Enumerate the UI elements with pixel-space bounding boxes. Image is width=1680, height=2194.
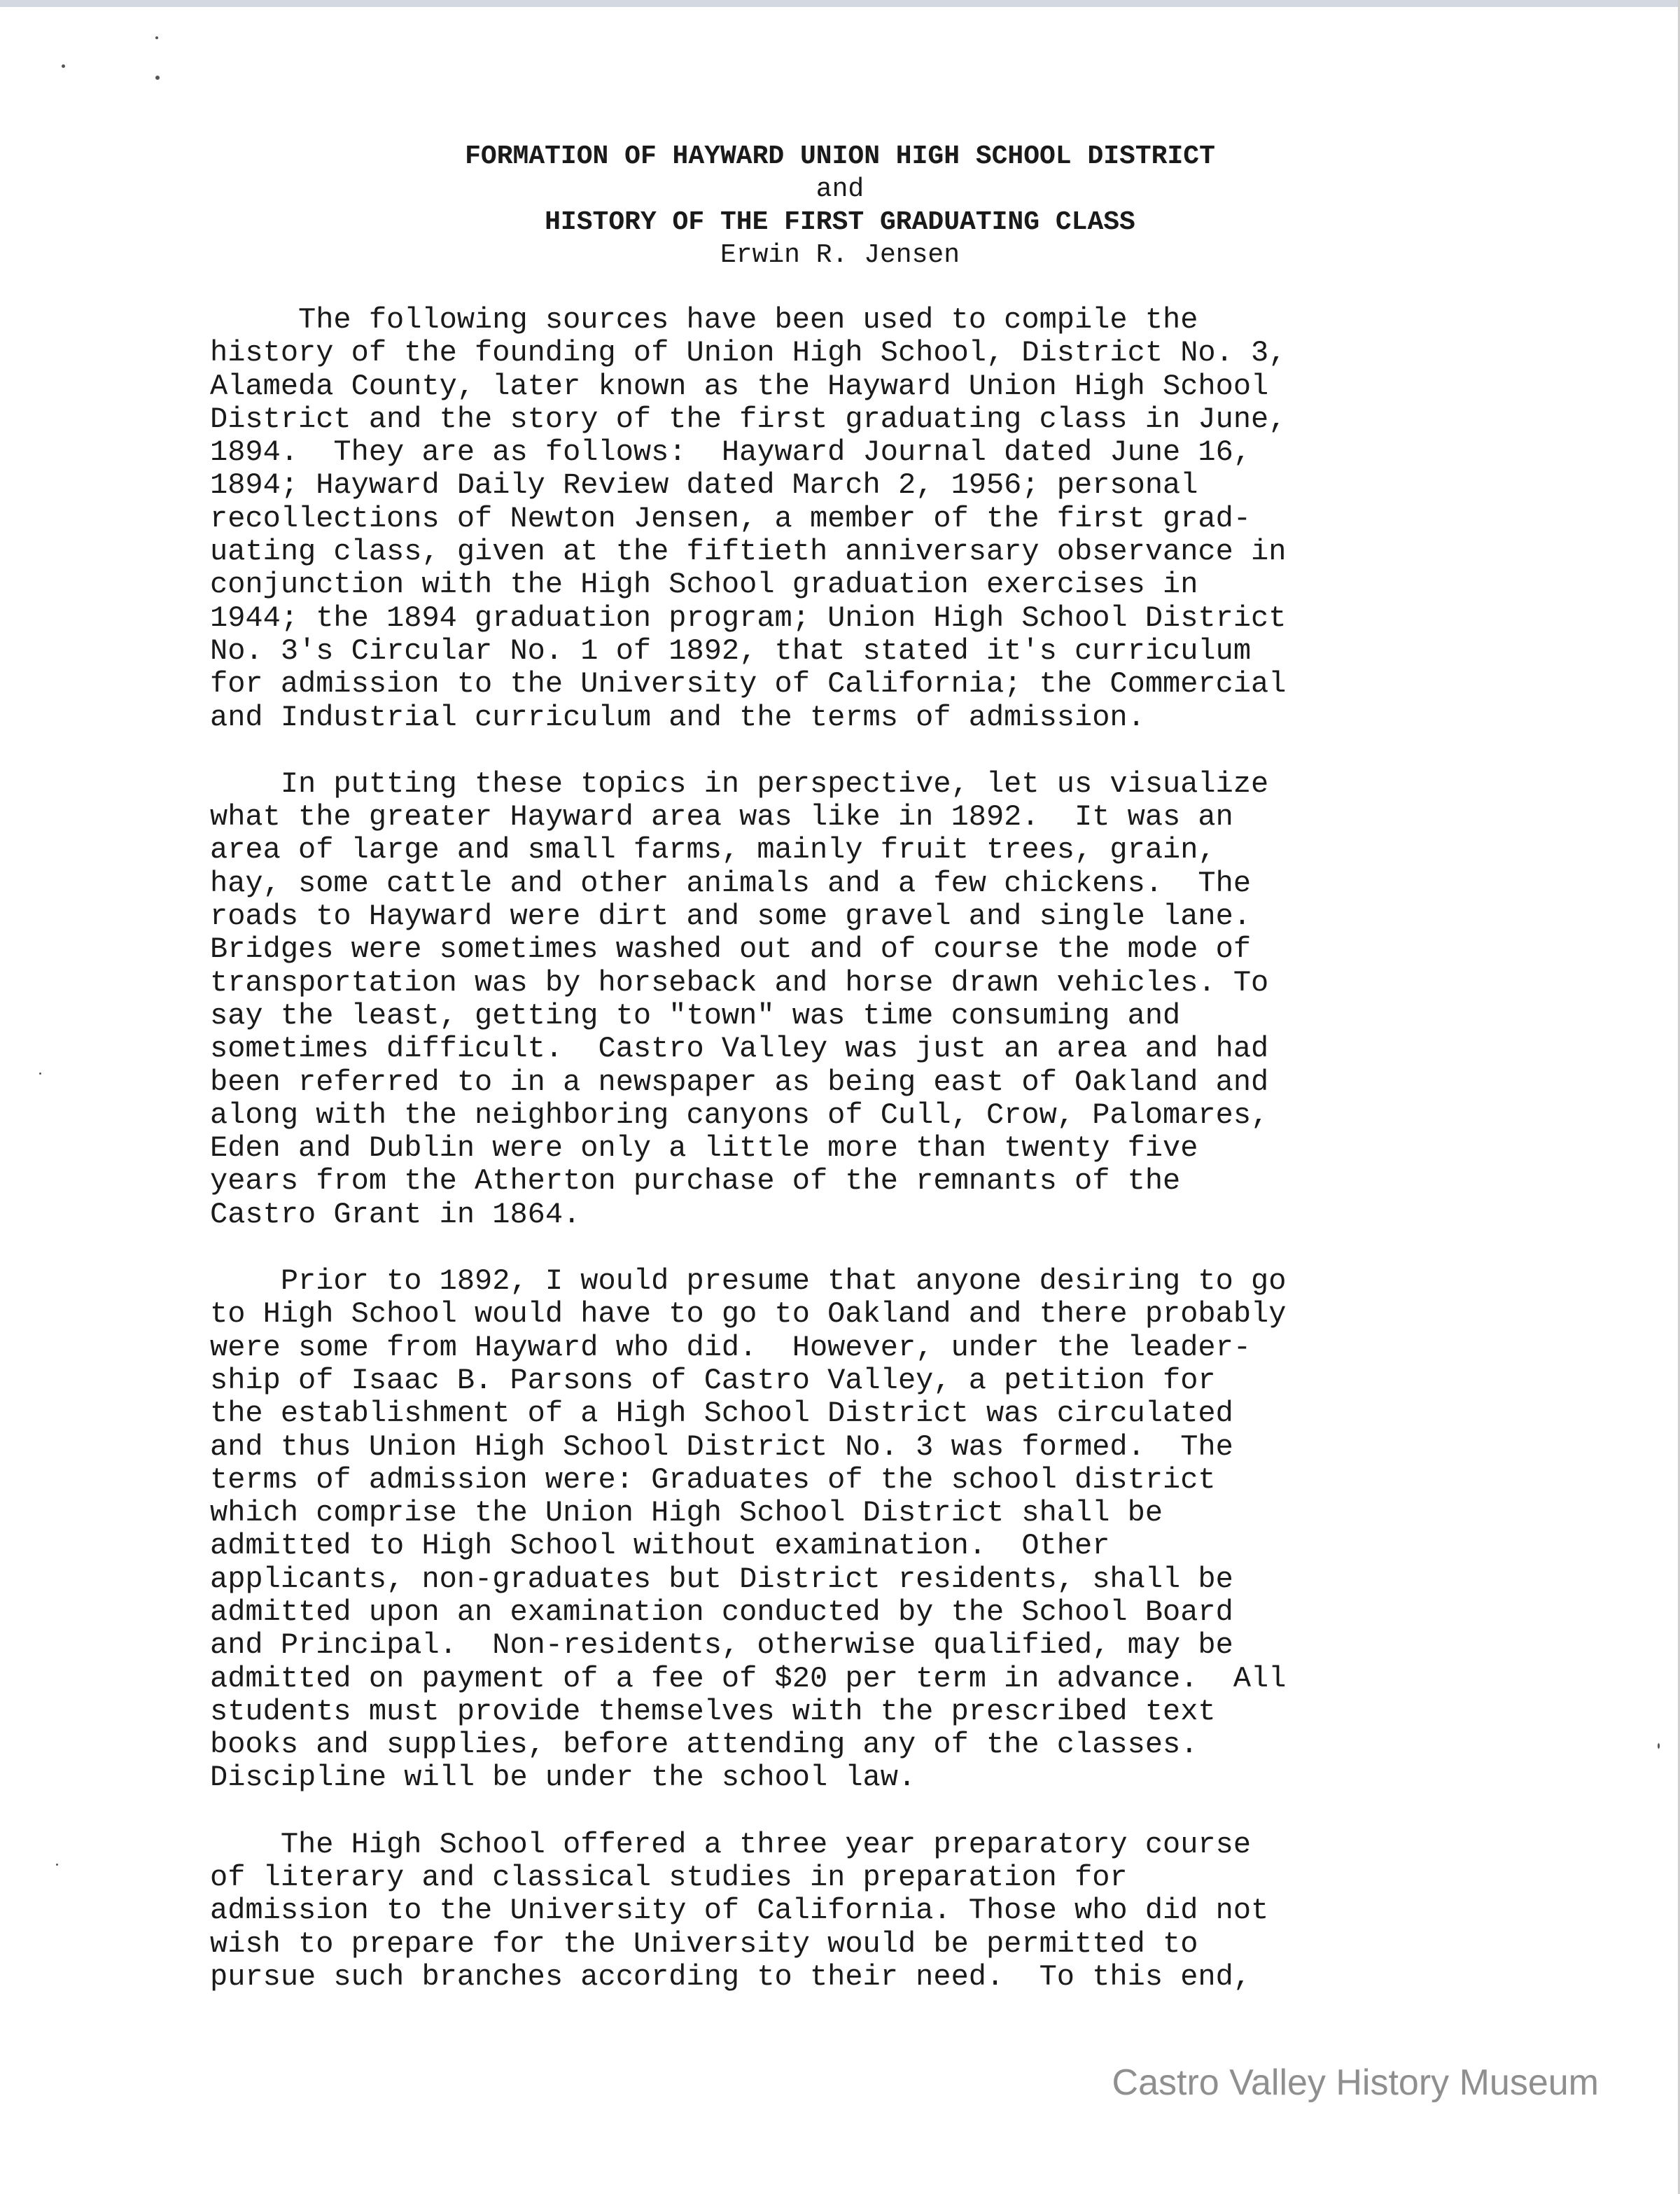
document-page	[210, 140, 1470, 1994]
paragraph-formation: Prior to 1892, I would presume that anyone desiring to go to High School would have to go to Oakland and there probably were some from Hayward who did. However, under the leader- ship of Isaac B. Parsons of Castro Valley, a petition for the establishment of a High School District was circulated and thus Union High School District No. 3 was formed. The terms of admission were: Graduates of the school district which comprise the Union High School District shall be admitted to High School without examination. Other applicants, non-graduates but District residents, shall be admitted upon an examination conducted by the School Board and Principal. Non-residents, otherwise qualified, may be admitted on payment of a fee of $20 per term in advance. All students must provide themselves with the prescribed text books and supplies, before attending any of the classes. Discipline will be under the school law.	[210, 1264, 1287, 1795]
title-conjunction: and	[816, 174, 864, 204]
paragraph-sources: The following sources have been used to compile the history of the founding of Union High School, District No. 3, Alameda County, later known as the Hayward Union High School District and the story of the first graduating class in June, 1894. They are as follows: Hayward Journal dated June 16, 1894; Hayward Daily Review dated March 2, 1956; personal recollections of Newton Jensen, a member of the first grad- uating class, given at the fiftieth anniversary observance in conjunction with the High School graduation exercises in 1944; the 1894 graduation program; Union High School District No. 3's Circular No. 1 of 1892, that stated it's curriculum for admission to the University of California; the Commercial and Industrial curriculum and the terms of admission.	[210, 303, 1287, 734]
document-title: FORMATION OF HAYWARD UNION HIGH SCHOOL DISTRICT	[465, 141, 1215, 172]
paragraph-perspective: In putting these topics in perspective, let us visualize what the greater Hayward area was like in 1892. It was an area of large and small farms, mainly fruit trees, grain, hay, some cattle and other animals and a few chickens. The roads to Hayward were dirt and some gravel and single lane. Bridges were sometimes washed out and of course the mode of transportation was by horseback and horse drawn vehicles. To say the least, getting to "town" was time consuming and sometimes difficult. Castro Valley was just an area and had been referred to in a newspaper as being east of Oakland and along with the neighboring canyons of Cull, Crow, Palomares, Eden and Dublin were only a little more than twenty five years from the Atherton purchase of the remnants of the Castro Grant in 1864.	[210, 767, 1269, 1231]
scan-speck	[155, 76, 160, 80]
scan-speck	[155, 36, 158, 39]
scan-speck	[39, 1072, 41, 1075]
scan-speck	[56, 1864, 58, 1866]
paragraph-curriculum: The High School offered a three year preparatory course of literary and classical studies in preparation for admission to the University of California. Those who did not wish to prepare for the University would be permitted to pursue such branches according to their need. To this end,	[210, 1827, 1269, 1994]
scan-speck	[62, 64, 65, 68]
document-author: Erwin R. Jensen	[720, 240, 960, 270]
document-heading	[210, 140, 1470, 272]
museum-watermark: Castro Valley History Museum	[1112, 2062, 1599, 2103]
scan-speck	[1658, 1743, 1660, 1749]
document-subtitle: HISTORY OF THE FIRST GRADUATING CLASS	[545, 207, 1135, 237]
scan-top-band	[0, 0, 1680, 7]
